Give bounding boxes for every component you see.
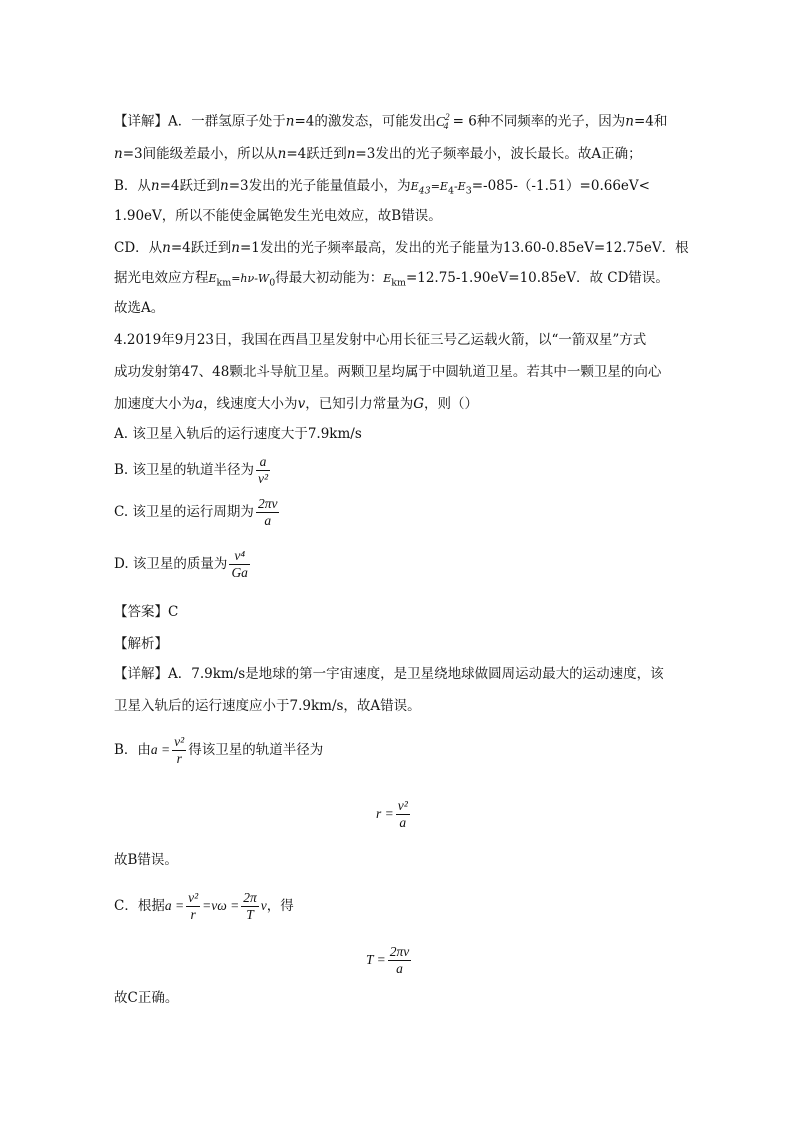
numerator: 2πv <box>257 496 278 511</box>
text: =4的激发态，可能发出 <box>294 113 436 130</box>
text: CD．从 <box>114 240 163 256</box>
fraction <box>388 944 412 977</box>
text-line: 故选A。 <box>114 300 165 316</box>
detail-line-b <box>114 732 323 768</box>
text: C. 该卫星的运行周期为 <box>114 504 254 520</box>
var: n <box>220 178 229 194</box>
option-d <box>114 546 252 582</box>
text: =-085-（-1.51）=0.66eV< <box>471 178 650 194</box>
var: a <box>195 396 204 412</box>
text: =3间能级差最小，所以从 <box>122 146 278 162</box>
fraction <box>186 890 200 923</box>
text: C．根据 <box>114 898 165 914</box>
math: T = <box>366 952 386 967</box>
text: ，则（） <box>424 396 478 412</box>
text: 得最大初动能为： <box>275 270 384 286</box>
text-line <box>114 268 669 294</box>
option-b <box>114 452 272 488</box>
question-line <box>114 394 478 414</box>
var: n <box>277 146 287 162</box>
var: n <box>162 240 171 256</box>
text: ，已知引力常量为 <box>305 396 414 412</box>
equation-r <box>376 796 412 832</box>
denominator: a <box>396 814 410 831</box>
fraction <box>396 798 410 831</box>
math: r = <box>376 806 394 821</box>
var: E <box>208 272 217 285</box>
var: -E <box>453 180 466 193</box>
text: B．由 <box>114 742 151 758</box>
text-line <box>114 108 667 137</box>
text-line <box>114 144 642 164</box>
combination <box>435 113 450 133</box>
denominator: a <box>256 512 280 529</box>
text: ，线速度大小为 <box>203 396 298 412</box>
text: =12.75-1.90eV=10.85eV．故 CD错误。 <box>405 270 669 286</box>
text: D. 该卫星的质量为 <box>114 556 228 572</box>
denominator: v² <box>258 471 269 486</box>
fraction <box>229 548 250 581</box>
fraction <box>256 454 270 487</box>
text: ，得 <box>266 898 294 914</box>
math: a = <box>164 898 185 913</box>
text: 据光电效应方程 <box>114 270 209 286</box>
sub: 43 <box>418 185 431 197</box>
var: =hν-W <box>231 272 270 285</box>
var: =E <box>430 180 448 193</box>
denominator: Ga <box>231 565 248 580</box>
fraction <box>241 890 259 923</box>
text: 【详解】A．一群氢原子处于 <box>114 113 286 130</box>
sub: 3 <box>465 185 472 197</box>
text: =4跃迁到 <box>170 240 232 256</box>
numerator: 2πv <box>389 944 410 959</box>
var: v <box>297 396 306 412</box>
numerator: v² <box>188 890 199 905</box>
text: B．从 <box>114 178 151 194</box>
numerator: v² <box>397 798 408 813</box>
denominator: r <box>172 750 186 767</box>
text: 得该卫星的轨道半径为 <box>188 742 324 758</box>
math: a = <box>150 742 171 757</box>
detail-line: 故B错误。 <box>114 852 178 868</box>
sub: km <box>391 277 406 289</box>
var: n <box>231 240 240 256</box>
text: =1发出的光子频率最高，发出的光子能量为13.60-0.85eV=12.75eV．根 <box>239 240 689 256</box>
fraction <box>256 496 280 529</box>
text: B. 该卫星的轨道半径为 <box>114 462 255 478</box>
detail-line-c <box>114 888 294 924</box>
text-line <box>114 238 689 258</box>
text: =3发出的光子能量值最小，为 <box>228 178 411 194</box>
text: = 6种不同频率的光子，因为 <box>448 113 626 130</box>
comb-sub: 4 <box>443 122 449 133</box>
numerator: 2π <box>243 890 257 905</box>
var: n <box>625 113 634 130</box>
option-a: A. 该卫星入轨后的运行速度大于7.9km/s <box>114 426 362 442</box>
denominator: r <box>186 906 200 923</box>
comb-sup: 2 <box>444 113 450 123</box>
text: =4和 <box>634 113 668 130</box>
detail-line: 卫星入轨后的运行速度应小于7.9km/s，故A错误。 <box>114 698 421 714</box>
sub: 4 <box>447 185 454 197</box>
text: 加速度大小为 <box>114 396 195 412</box>
var: E <box>383 272 392 285</box>
detail-line: 【详解】A．7.9km/s是地球的第一宇宙速度，是卫星绕地球做圆周运动最大的运动速度，该 <box>114 666 664 682</box>
equation-t <box>366 942 413 978</box>
var: G <box>413 396 424 412</box>
text-line <box>114 176 650 202</box>
var: n <box>285 113 295 130</box>
detail-line: 故C正确。 <box>114 990 179 1006</box>
sub: km <box>216 277 232 289</box>
fraction <box>172 734 186 767</box>
text: =3发出的光子频率最小，波长最长。故A正确； <box>355 146 642 162</box>
text-line: 1.90eV，所以不能使金属铯发生光电效应，故B错误。 <box>114 208 442 224</box>
question-line: 成功发射第47、48颗北斗导航卫星。两颗卫星均属于中圆轨道卫星。若其中一颗卫星的向心 <box>114 364 662 380</box>
answer: 【答案】C <box>114 604 179 620</box>
numerator: a <box>259 454 267 469</box>
math: =vω = <box>202 898 240 913</box>
option-c <box>114 494 281 530</box>
var: n <box>114 146 123 162</box>
denominator: T <box>241 906 259 923</box>
var: E <box>410 180 419 193</box>
var: n <box>346 146 356 162</box>
var: n <box>150 178 160 194</box>
numerator: v² <box>174 734 185 749</box>
math: v <box>260 898 267 913</box>
denominator: a <box>388 960 412 977</box>
question-line: 4.2019年9月23日，我国在西昌卫星发射中心用长征三号乙运载火箭，以“一箭双星”方式 <box>114 332 647 348</box>
comb-symbol: C <box>435 113 445 129</box>
text: =4跃迁到 <box>286 146 347 162</box>
sub: 0 <box>269 277 276 289</box>
numerator: v⁴ <box>234 548 246 563</box>
analysis-heading: 【解析】 <box>114 636 168 652</box>
text: =4跃迁到 <box>159 178 221 194</box>
